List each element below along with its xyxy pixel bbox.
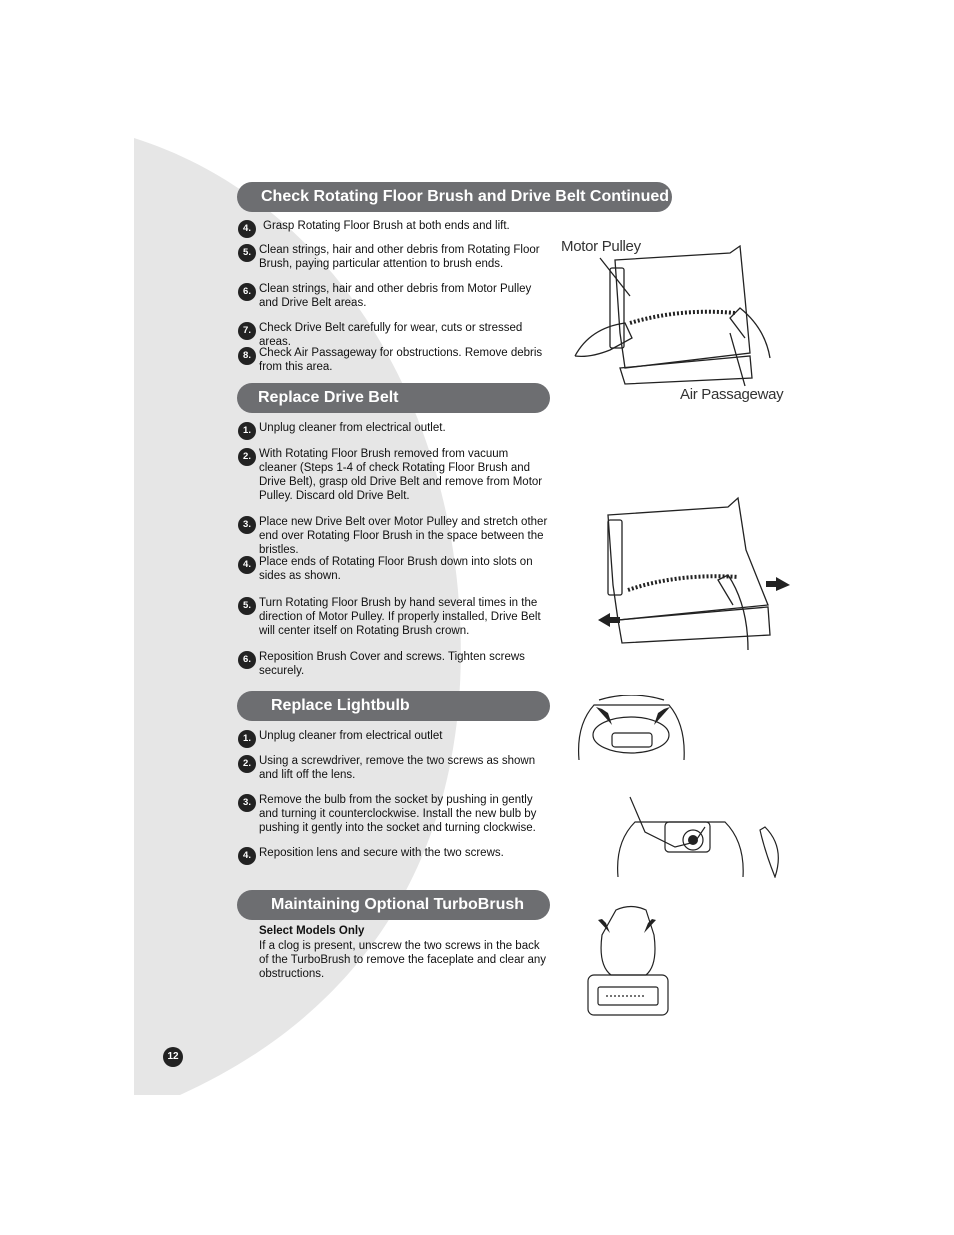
section-header-replace-lightbulb: Replace Lightbulb xyxy=(237,691,550,721)
step-text: Check Drive Belt carefully for wear, cuts or stressed areas. xyxy=(259,322,523,348)
step-text: Using a screwdriver, remove the two screws as shown and lift off the lens. xyxy=(259,755,536,781)
bulb-replacement-illustration xyxy=(615,792,790,878)
step-number-badge: 4. xyxy=(238,556,256,574)
step-text: Reposition lens and secure with the two screws. xyxy=(259,847,504,859)
turbobrush-illustration xyxy=(586,905,670,1017)
section-header-turbobrush: Maintaining Optional TurboBrush xyxy=(237,890,550,920)
step-text: Place new Drive Belt over Motor Pulley and stretch other end over Rotating Floor Brush in the space between the bristles. xyxy=(259,516,548,556)
step-text: Reposition Brush Cover and screws. Tighten screws securely. xyxy=(259,651,525,677)
select-models-label: Select Models Only xyxy=(259,925,365,937)
step-text: Grasp Rotating Floor Brush at both ends and lift. xyxy=(263,220,510,232)
drive-belt-install-illustration xyxy=(598,495,790,650)
step-text: Remove the bulb from the socket by pushing in gently and turning it counterclockwise. Install the new bulb by pushing it gently into the socket and turning clockwise. xyxy=(259,794,537,834)
step-text: Unplug cleaner from electrical outlet. xyxy=(259,422,446,434)
step-number-badge: 6. xyxy=(238,651,256,669)
step-number-badge: 3. xyxy=(238,794,256,812)
step-number-badge: 6. xyxy=(238,283,256,301)
brush-removal-illustration xyxy=(570,238,780,388)
lens-screws-illustration xyxy=(574,695,689,763)
step-number-badge: 1. xyxy=(238,422,256,440)
step-text: Check Air Passageway for obstructions. Remove debris from this area. xyxy=(259,347,543,373)
step-number-badge: 2. xyxy=(238,448,256,466)
turbobrush-instructions: If a clog is present, unscrew the two screws in the back of the TurboBrush to remove the faceplate and clear any obstructions. xyxy=(259,940,547,980)
step-number-badge: 2. xyxy=(238,755,256,773)
step-number-badge: 5. xyxy=(238,244,256,262)
step-text: Clean strings, hair and other debris from Rotating Floor Brush, paying particular attention to brush ends. xyxy=(259,244,540,270)
step-text: Unplug cleaner from electrical outlet xyxy=(259,730,443,742)
step-text: With Rotating Floor Brush removed from vacuum cleaner (Steps 1-4 of check Rotating Floor Brush and Drive Belt), grasp old Drive Belt and remove from Motor Pulley. Discard old Drive Belt. xyxy=(259,448,543,502)
step-number-badge: 7. xyxy=(238,322,256,340)
step-number-badge: 4. xyxy=(238,847,256,865)
section-header-check-brush: Check Rotating Floor Brush and Drive Belt Continued xyxy=(237,182,672,212)
step-text: Clean strings, hair and other debris from Motor Pulley and Drive Belt areas. xyxy=(259,283,532,309)
motor-pulley-label: Motor Pulley xyxy=(561,238,641,255)
step-number-badge: 4. xyxy=(238,220,256,238)
step-text: Turn Rotating Floor Brush by hand several times in the direction of Motor Pulley. If properly installed, Drive Belt will center itself on Rotating Brush crown. xyxy=(259,597,541,637)
air-passageway-label: Air Passageway xyxy=(680,386,784,403)
page-number-badge: 12 xyxy=(163,1047,183,1067)
step-number-badge: 5. xyxy=(238,597,256,615)
step-number-badge: 1. xyxy=(238,730,256,748)
step-text: Place ends of Rotating Floor Brush down into slots on sides as shown. xyxy=(259,556,533,582)
section-header-replace-drive-belt: Replace Drive Belt xyxy=(237,383,550,413)
step-number-badge: 3. xyxy=(238,516,256,534)
step-number-badge: 8. xyxy=(238,347,256,365)
